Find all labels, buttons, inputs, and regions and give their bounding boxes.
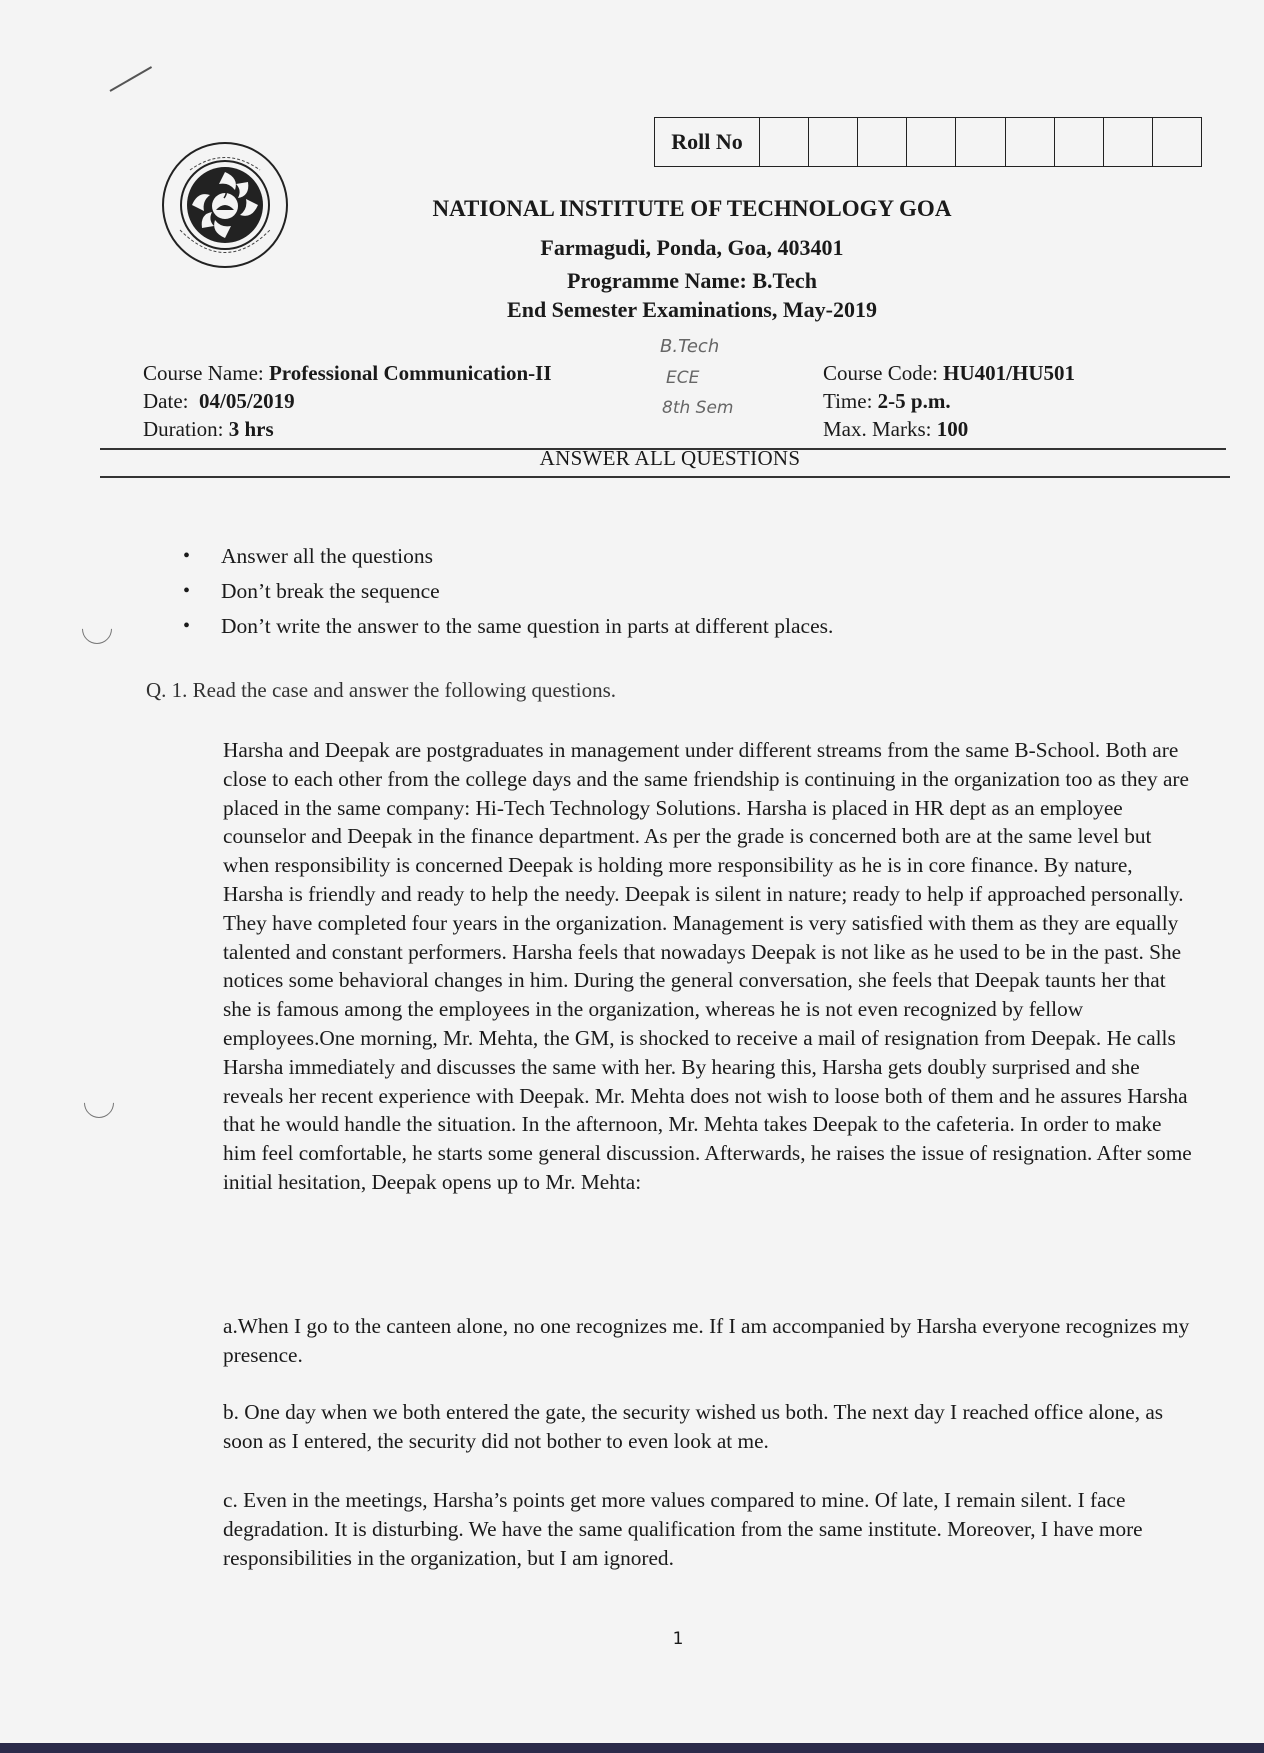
- divider: [100, 476, 1230, 478]
- handwritten-note: ECE: [666, 368, 700, 388]
- exam-duration: 3 hrs: [228, 417, 274, 441]
- handwritten-note: B.Tech: [660, 336, 720, 357]
- statement-a: a.When I go to the canteen alone, no one recognizes me. If I am accompanied by Harsha everyone recognizes my presence.: [223, 1314, 1190, 1367]
- punch-hole-mark: [78, 1082, 120, 1124]
- roll-cell[interactable]: [809, 118, 858, 166]
- max-marks: 100: [936, 417, 969, 441]
- time-row: Time: 2-5 p.m.: [823, 389, 951, 413]
- roll-cell[interactable]: [1055, 118, 1104, 166]
- duration-row: Duration: 3 hrs: [143, 417, 274, 441]
- roll-cell[interactable]: [1153, 118, 1201, 166]
- exam-title: End Semester Examinations, May-2019: [507, 297, 877, 322]
- roll-cell[interactable]: [1006, 118, 1055, 166]
- page-number: 1: [672, 1629, 684, 1649]
- institute-address: Farmagudi, Ponda, Goa, 403401: [540, 235, 844, 260]
- case-study-text: Harsha and Deepak are postgraduates in management under different streams from the same B-School. Both are close to each other from the college days and the same friendship is continuing in the organization too as they are placed in the same company: Hi-Tech Technology Solutions. Harsha is placed in HR dept as an employee counselor and Deepak in the finance department. As per the grade is concerned both are at the same level but when responsibility is concerned Deepak is holding more responsibility as he is in core finance. By nature, Harsha is friendly and ready to help the needy. Deepak is silent in nature; ready to help if approached personally. They have completed four years in the organization. Management is very satisfied with them as they are equally talented and constant performers. Harsha feels that nowadays Deepak is not like as he used to be in the past. She notices some behavioral changes in him. During the general conversation, she feels that Deepak taunts her that she is famous among the employees in the organization, whereas he is not even recognized by fellow employees.One morning, Mr. Mehta, the GM, is shocked to receive a mail of resignation from Deepak. He calls Harsha immediately and discusses the same with her. By hearing this, Harsha gets doubly surprised and she reveals her recent experience with Deepak. Mr. Mehta does not wish to loose both of them and he assures Harsha that he would handle the situation. In the afternoon, Mr. Mehta takes Deepak to the cafeteria. In order to make him feel comfortable, he starts some general discussion. Afterwards, he raises the issue of resignation. After some initial hesitation, Deepak opens up to Mr. Mehta:: [223, 738, 1192, 1194]
- roll-cell[interactable]: [956, 118, 1005, 166]
- course-code: HU401/HU501: [943, 361, 1075, 385]
- date-row: Date: 04/05/2019: [143, 389, 295, 413]
- instruction-item: • Don’t write the answer to the same question in parts at different places.: [183, 609, 833, 644]
- exam-time: 2-5 p.m.: [877, 389, 951, 413]
- course-meta-left: [143, 359, 552, 443]
- instruction-item: • Don’t break the sequence: [183, 574, 833, 609]
- statement-b: b. One day when we both entered the gate, the security wished us both. The next day I reached office alone, as soon as I entered, the security did not bother to even look at me.: [223, 1400, 1164, 1453]
- instructions-list: [183, 539, 833, 644]
- statement-c: c. Even in the meetings, Harsha’s points get more values compared to mine. Of late, I remain silent. I face degradation. It is disturbing. We have the same qualification from the same institute. Moreover, I have more responsibilities in the organization, but I am ignored.: [223, 1488, 1143, 1570]
- roll-cell[interactable]: [907, 118, 956, 166]
- institute-name: NATIONAL INSTITUTE OF TECHNOLOGY GOA: [432, 196, 952, 221]
- answer-all-heading: ANSWER ALL QUESTIONS: [539, 446, 801, 470]
- roll-number-box: [654, 117, 1202, 167]
- roll-cell[interactable]: [1104, 118, 1153, 166]
- roll-cell[interactable]: [760, 118, 809, 166]
- exam-date: 04/05/2019: [198, 389, 295, 413]
- punch-hole-mark: [76, 608, 118, 650]
- course-name: Professional Communication-II: [268, 361, 552, 385]
- max-marks-row: Max. Marks: 100: [823, 417, 969, 441]
- course-meta-right: [823, 359, 1075, 443]
- course-name-row: Course Name: Professional Communication-II: [143, 361, 552, 385]
- course-code-row: Course Code: HU401/HU501: [823, 361, 1075, 385]
- question-1-prompt: Q. 1. Read the case and answer the following questions.: [146, 678, 617, 702]
- handwritten-note: 8th Sem: [662, 398, 734, 418]
- instruction-item: • Answer all the questions: [183, 539, 833, 574]
- pen-mark: [110, 66, 153, 92]
- roll-cell[interactable]: [858, 118, 907, 166]
- programme-name: Programme Name: B.Tech: [567, 268, 817, 293]
- roll-number-label: Roll No: [655, 118, 760, 166]
- scan-edge: [0, 1743, 1264, 1753]
